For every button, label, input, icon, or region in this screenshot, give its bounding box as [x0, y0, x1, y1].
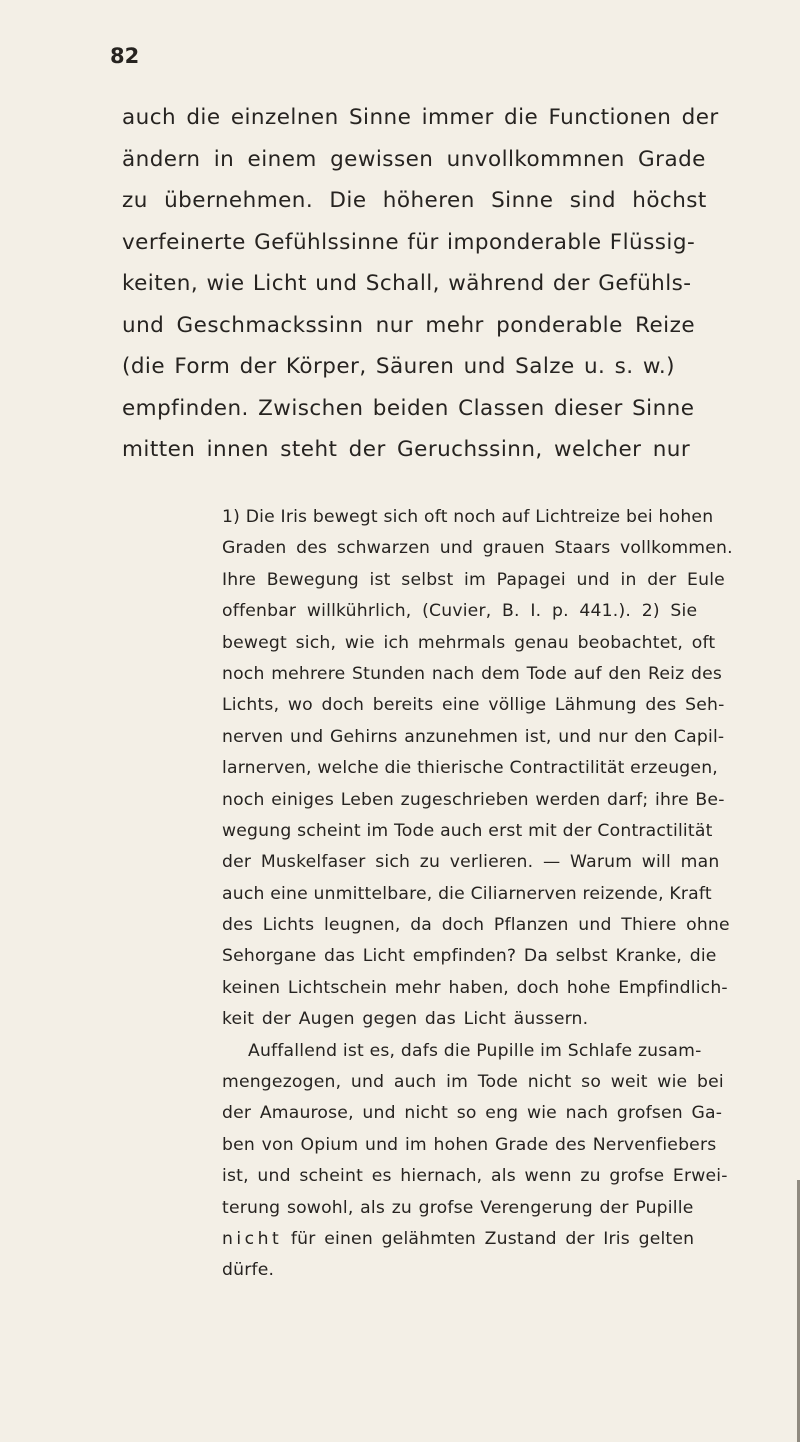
footnote-line: nerven und Gehirns anzunehmen ist, und nur den Capil-: [222, 726, 725, 747]
footnote-line: Auffallend ist es, dafs die Pupille im Schlafe zusam-: [248, 1040, 702, 1061]
footnote-line: noch mehrere Stunden nach dem Tode auf den Reiz des: [222, 663, 723, 684]
main-paragraph: [122, 97, 798, 471]
spaced-emphasis: nicht: [222, 1228, 283, 1249]
footnote-line: dürfe.: [222, 1260, 275, 1281]
page-number: 82: [110, 44, 140, 68]
footnote-line: Lichts, wo doch bereits eine völlige Lähmung des Seh-: [222, 695, 725, 716]
main-line: und Geschmackssinn nur mehr ponderable Reize: [122, 312, 696, 338]
footnote-line: Ihre Bewegung ist selbst im Papagei und in der Eule: [222, 569, 725, 590]
footnote-line: Sehorgane das Licht empfinden? Da selbst Kranke, die: [222, 946, 717, 967]
footnote-line: wegung scheint im Tode auch erst mit der Contractilität: [222, 820, 713, 841]
main-line: mitten innen steht der Geruchssinn, welcher nur: [122, 437, 691, 462]
footnote-line: ben von Opium und im hohen Grade des Nervenfiebers: [222, 1134, 717, 1155]
footnote-line: noch einiges Leben zugeschrieben werden darf; ihre Be-: [222, 789, 725, 810]
footnote-line-rest: für einen gelähmten Zustand der Iris gelten: [282, 1228, 695, 1249]
main-line: (die Form der Körper, Säuren und Salze u. s. w.): [122, 354, 675, 379]
main-line: zu übernehmen. Die höheren Sinne sind höchst: [122, 188, 707, 213]
footnote-line: bewegt sich, wie ich mehrmals genau beobachtet, oft: [222, 632, 716, 653]
footnote-line: Graden des schwarzen und grauen Staars vollkommen.: [222, 538, 733, 559]
main-line: verfeinerte Gefühlssinne für imponderable Flüssig-: [122, 229, 696, 255]
main-line: empfinden. Zwischen beiden Classen dieser Sinne: [122, 395, 695, 421]
footnote-line: ist, und scheint es hiernach, als wenn zu grofse Erwei-: [222, 1166, 728, 1187]
footnote-line: larnerven, welche die thierische Contractilität erzeugen,: [222, 758, 718, 779]
footnote-line: der Muskelfaser sich zu verlieren. — Warum will man: [222, 852, 720, 873]
footnote-line: terung sowohl, als zu grofse Verengerung der Pupille: [222, 1197, 694, 1218]
main-line: auch die einzelnen Sinne immer die Functionen der: [122, 105, 719, 130]
footnote-line: der Amaurose, und nicht so eng wie nach grofsen Ga-: [222, 1103, 723, 1124]
footnote-line: mengezogen, und auch im Tode nicht so weit wie bei: [222, 1072, 724, 1093]
footnote-line: 1) Die Iris bewegt sich oft noch auf Lichtreize bei hohen: [222, 507, 714, 527]
main-line: keiten, wie Licht und Schall, während der Gefühls-: [122, 271, 692, 296]
footnote-line: keit der Augen gegen das Licht äussern.: [222, 1009, 589, 1030]
footnote-line: [222, 1224, 798, 1255]
main-line: ändern in einem gewissen unvollkommnen Grade: [122, 146, 706, 172]
footnote-line: des Lichts leugnen, da doch Pflanzen und Thiere ohne: [222, 915, 730, 936]
footnote-line: keinen Lichtschein mehr haben, doch hohe Empfindlich-: [222, 977, 728, 998]
footnote-line: auch eine unmittelbare, die Ciliarnerven reizende, Kraft: [222, 883, 712, 904]
footnote-line: offenbar willkührlich, (Cuvier, B. I. p. 441.). 2) Sie: [222, 601, 698, 622]
footnotes: [222, 502, 798, 1287]
